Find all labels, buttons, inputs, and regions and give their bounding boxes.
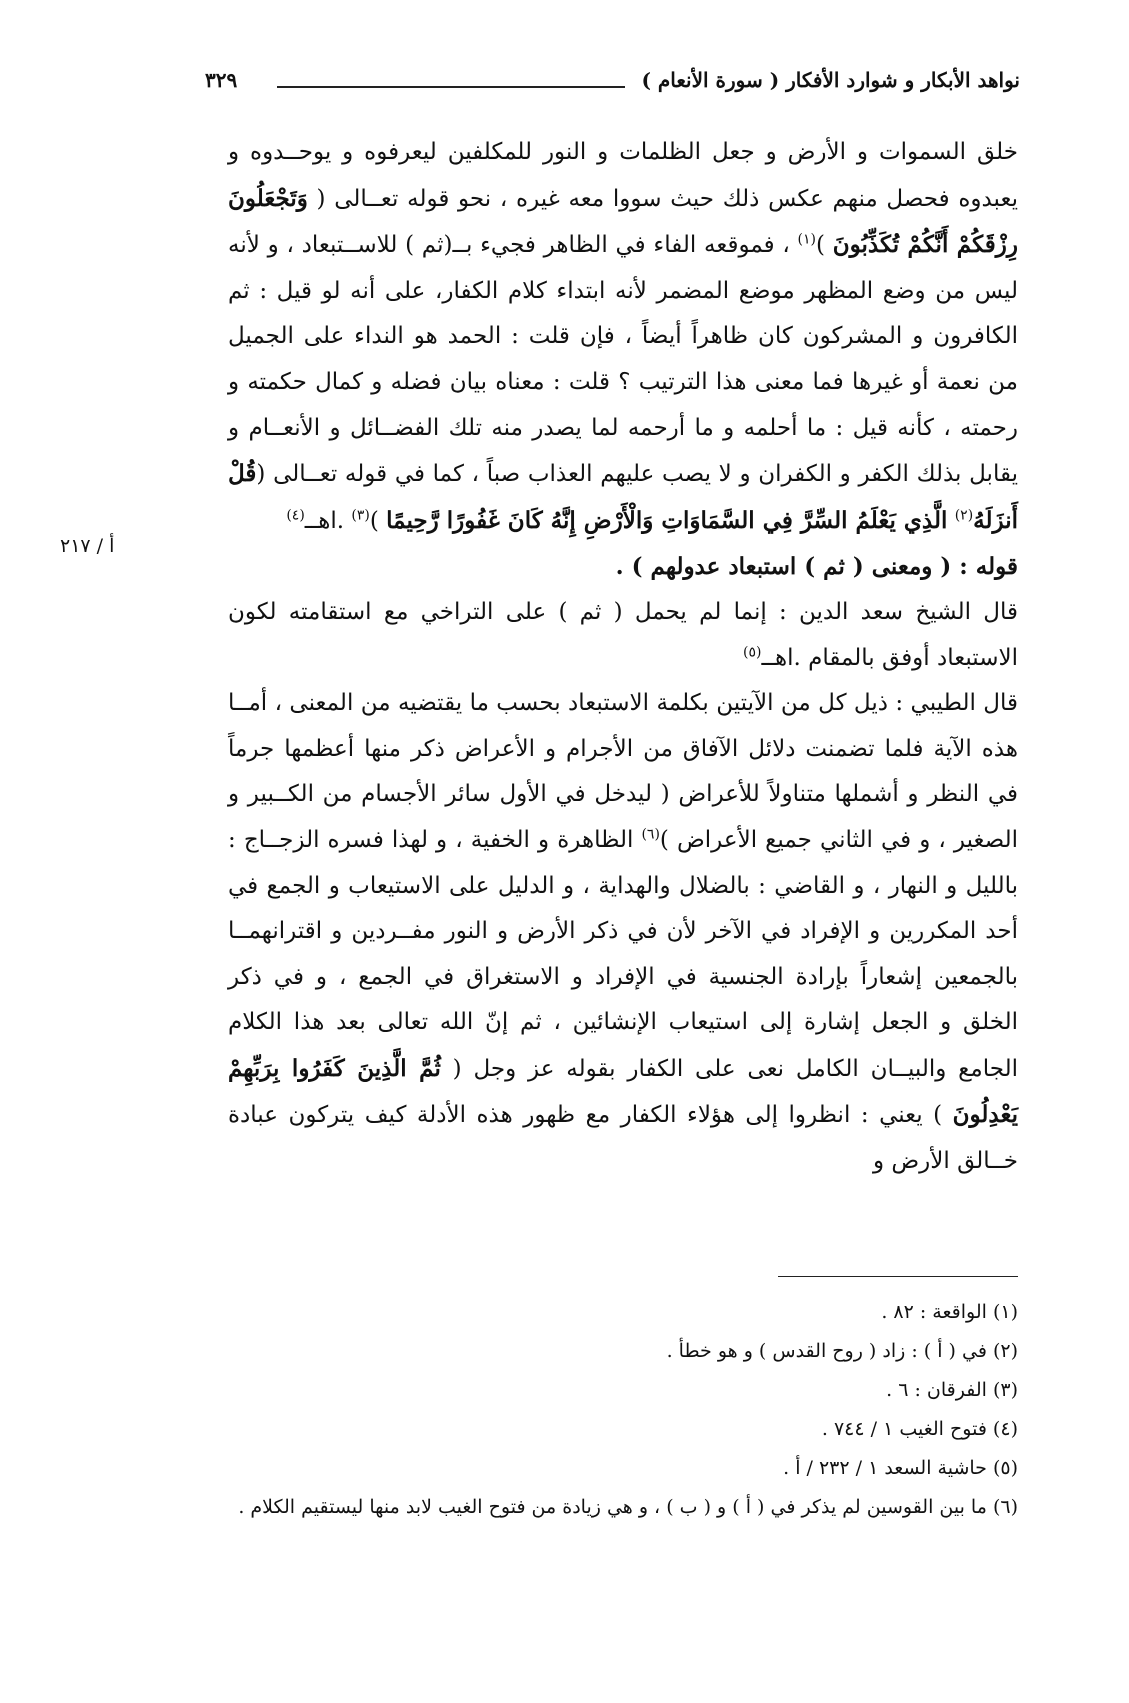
body-paragraph	[228, 130, 1018, 544]
text-run: ، فموقعه الفاء في الظاهر فجيء بــ(ثم ) للاســتبعاد ، و لأنه ليس من وضع المظهر موضع المضمر لأنه ابتداء كلام الكفار، على أنه لو قيل : ثم الكافرون و المشركون كان ظاهراً أيضاً ، فإن قلت : الحمد هو النداء على الجميل من نعمة أو غيرها فما معنى هذا الترتيب ؟ قلت : معناه بيان فضله و كمال حكمته و رحمته ، كأنه قيل : ما أحلمه و ما أرحمه لما يصدر منه تلك الفضــائل و الأنعــام و يقابل بذلك الكفر و الكفران و لا يصب عليهم العذاب صباً ، كما في قوله تعــالى (	[228, 232, 1018, 488]
footnote-marker: (٢)	[954, 507, 974, 524]
footnote-item: (٦) ما بين القوسين لم يذكر في ( أ ) و ( ب ) ، و هي زيادة من فتوح الغيب لابد منها ليستقيم الكلام .	[238, 1496, 1018, 1518]
page-header	[205, 62, 1020, 98]
footnote-item: (٣) الفرقان : ٦ .	[886, 1379, 1018, 1401]
footnote-marker: (٤)	[286, 507, 305, 524]
text-run: الظاهرة و الخفية ، و لهذا فسره الزجــاج : بالليل و النهار ، و القاضي : بالضلال والهداية ، و الدليل على الاستيعاب و الجمع في أحد المكررين و الإفراد في الآخر لأن في ذكر الأرض و النور مفــردين و اقترانهمــا بالجمعين إشعاراً بإرادة الجنسية في الإفراد و الاستغراق في الجمع ، و في ذكر الخلق و الجعل إشارة إلى استيعاب الإنشائين ، ثم إنّ الله تعالى بعد هذا الكلام الجامع والبيــان الكامل نعى على الكفار بقوله عز وجل (	[228, 826, 1018, 1082]
footnote-item: (٤) فتوح الغيب ١ / ٧٤٤ .	[821, 1418, 1018, 1440]
footnote-marker: (٣)	[351, 507, 370, 524]
text-run: .اهــ	[304, 507, 352, 534]
footnotes	[228, 1293, 1018, 1527]
footnote-item: (١) الواقعة : ٨٢ .	[881, 1301, 1018, 1323]
page-number: ٣٢٩	[205, 68, 238, 92]
text-run: ) يعني : انظروا إلى هؤلاء الكفار مع ظهور هذه الأدلة كيف يتركون عبادة خــالق الأرض و	[228, 1102, 1018, 1175]
manuscript-folio-note: أ / ٢١٧	[60, 535, 115, 557]
footnote-marker: (٦)	[641, 826, 660, 843]
section-heading	[228, 544, 1018, 590]
text-run: )	[369, 507, 387, 534]
footnote-marker: (٥)	[743, 643, 762, 660]
footnote-item: (٥) حاشية السعد ١ / ٢٣٢ / أ .	[783, 1457, 1018, 1479]
footnote-separator	[778, 1276, 1018, 1277]
quran-verse: قُلْ أَنزَلَهُ	[228, 460, 1018, 534]
text-run: قوله : ( ومعنى ( ثم ) استبعاد عدولهم ) .	[615, 553, 1018, 581]
main-text	[228, 130, 1018, 1185]
text-run: خلق السموات و الأرض و جعل الظلمات و النور للمكلفين ليعرفوه و يوحــدوه و يعبدوه فحصل منهم عكس ذلك حيث سووا معه غيره ، نحو قوله تعــالى (	[228, 139, 1018, 212]
text-run: قال الطيبي : ذيل كل من الآيتين بكلمة الاستبعاد بحسب ما يقتضيه من المعنى ، أمــا هذه الآية فلما تضمنت دلائل الآفاق من الأجرام و الأعراض ذكر منها أعظمها جرماً في النظر و أشملها متناولاً للأعراض ( ليدخل في الأول سائر الأجسام من الكــبير و الصغير ، و في الثاني جميع الأعراض )	[228, 690, 1018, 853]
body-paragraph	[228, 681, 1018, 1185]
body-paragraph	[228, 590, 1018, 681]
footnote-item: (٢) في ( أ ) : زاد ( روح القدس ) و هو خطأ .	[666, 1340, 1018, 1362]
text-run	[947, 508, 954, 534]
running-title: نواهد الأبكار و شوارد الأفكار ( سورة الأنعام )	[641, 68, 1020, 92]
text-run: )	[816, 232, 833, 259]
quran-verse: وَتَجْعَلُونَ رِزْقَكُمْ أَنَّكُمْ تُكَذِّبُونَ	[228, 184, 1019, 259]
footnote-marker: (١)	[797, 231, 817, 248]
quran-verse: الَّذِي يَعْلَمُ السِّرَّ فِي السَّمَاوَاتِ وَالْأَرْضِ إِنَّهُ كَانَ غَفُورًا رَّحِيمًا	[386, 506, 948, 534]
header-rule	[277, 86, 625, 88]
text-run: قال الشيخ سعد الدين : إنما لم يحمل ( ثم ) على التراخي مع استقامته لكون الاستبعاد أوفق بالمقام .اهــ	[228, 598, 1018, 671]
quran-verse: ثُمَّ الَّذِينَ كَفَرُوا بِرَبِّهِمْ يَعْدِلُونَ	[228, 1054, 1018, 1129]
